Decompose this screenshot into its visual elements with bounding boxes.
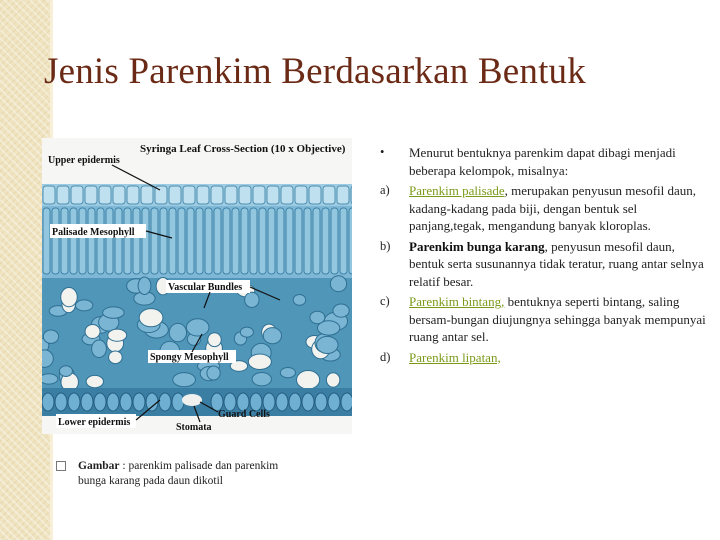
label-stomata: Stomata [176, 422, 212, 433]
label-upper-epidermis: Upper epidermis [48, 155, 120, 166]
caption-bold: Gambar [78, 460, 120, 472]
list-item [380, 144, 710, 179]
term-lipatan: Parenkim lipatan, [409, 349, 501, 365]
leaf-cross-section-image [42, 138, 352, 434]
caption-text: : parenkim palisade dan parenkim bunga karang pada daun dikotil [78, 460, 279, 487]
list-item [380, 238, 710, 291]
leaf-cross-section-figure [42, 138, 352, 434]
list-marker: b) [380, 238, 391, 253]
label-guard-cells: Guard Cells [218, 409, 270, 420]
item-text: , penyusun mesofil daun, bentuk serta susunannya tidak teratur, ruang antar selnya relatif besar. [409, 238, 704, 289]
list-marker: d) [380, 349, 391, 364]
item-text: , merupakan penyusun mesofil daun, kadang-kadang pada biji, dengan bentuk sel panjang,tegak, mengandung banyak kloroplas. [409, 183, 697, 233]
term-bintang: Parenkim bintang, [409, 294, 505, 309]
list-item [380, 182, 710, 235]
label-vascular-bundles: Vascular Bundles [168, 282, 243, 293]
slide-title: Jenis Parenkim Berdasarkan Bentuk [44, 51, 586, 92]
label-lower-epidermis: Lower epidermis [58, 417, 131, 428]
list-marker: • [380, 145, 385, 159]
figure-caption [56, 459, 306, 489]
label-spongy: Spongy Mesophyll [150, 352, 229, 363]
content-list [380, 144, 710, 369]
list-item [380, 349, 710, 367]
label-palisade: Palisade Mesophyll [52, 227, 135, 238]
figure-title: Syringa Leaf Cross-Section (10 x Objective) [140, 143, 346, 155]
term-palisade: Parenkim palisade [409, 183, 505, 198]
item-text: Menurut bentuknya parenkim dapat dibagi menjadi beberapa kelompok, misalnya: [409, 145, 676, 178]
list-item [380, 293, 710, 346]
list-marker: c) [380, 294, 390, 308]
list-marker: a) [380, 183, 390, 197]
item-text: bentuknya seperti bintang, saling bersam-bungan diujungnya sehingga banyak mempunyai ruang antar sel. [409, 294, 706, 344]
term-bunga-karang: Parenkim bunga karang [409, 238, 545, 254]
caption-bullet-icon [56, 461, 66, 471]
